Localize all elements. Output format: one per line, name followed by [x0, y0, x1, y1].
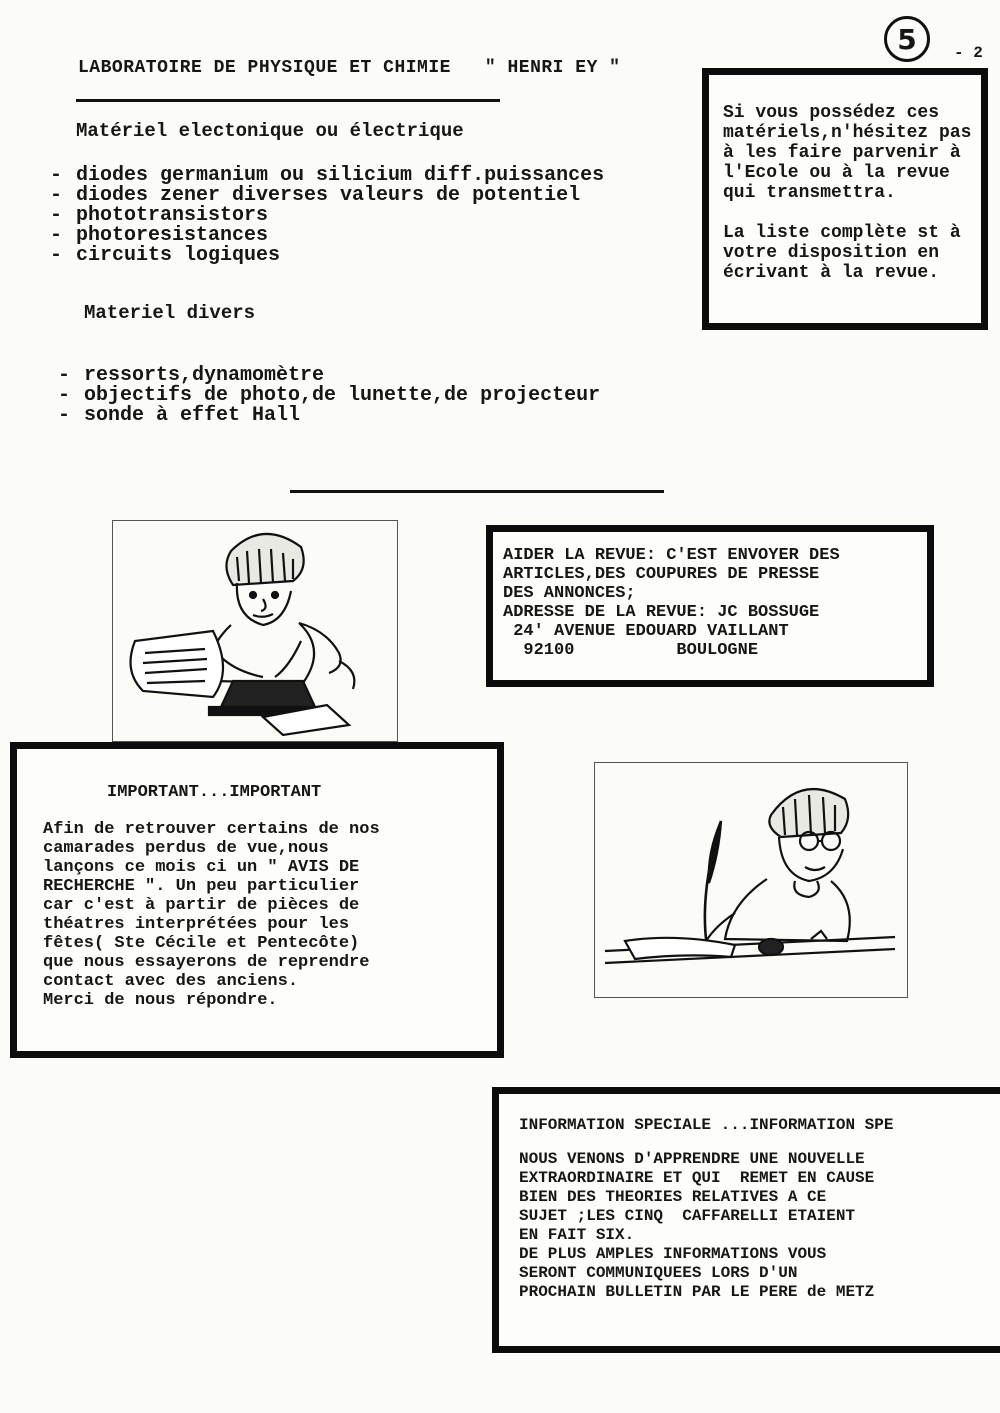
important-line: fêtes( Ste Cécile et Pentecôte) [43, 934, 360, 953]
info-line: BIEN DES THEORIES RELATIVES A CE [519, 1188, 827, 1206]
typist-illustration [112, 520, 398, 742]
info-line: SUJET ;LES CINQ CAFFARELLI ETAIENT [519, 1207, 856, 1225]
revue-line: ARTICLES,DES COUPURES DE PRESSE [503, 565, 820, 584]
revue-line: ADRESSE DE LA REVUE: JC BOSSUGE [503, 603, 820, 622]
revue-line: DES ANNONCES; [503, 584, 636, 603]
revue-line: AIDER LA REVUE: C'EST ENVOYER DES [503, 546, 840, 565]
info-line: NOUS VENONS D'APPRENDRE UNE NOUVELLE [519, 1150, 865, 1168]
important-line: contact avec des anciens. [43, 972, 299, 991]
note-paragraph-1: Si vous possédez ces matériels,n'hésitez pas à les faire parvenir à l'Ecole ou à la revue qui transmettra. [723, 103, 972, 203]
materials-note-box [702, 68, 988, 330]
electronics-list [50, 166, 650, 266]
list-item: - photoresistances [50, 226, 650, 246]
important-line: Merci de nous répondre. [43, 991, 278, 1010]
corner-mark: - 2 [954, 44, 983, 62]
revue-line: 24' AVENUE EDOUARD VAILLANT [503, 622, 789, 641]
info-line: EXTRAORDINAIRE ET QUI REMET EN CAUSE [519, 1169, 875, 1187]
list-item: - diodes germanium ou silicium diff.puissances [50, 166, 650, 186]
cartoon-person-typing-icon [113, 521, 397, 741]
important-line: que nous essayerons de reprendre [43, 953, 370, 972]
misc-section-title: Materiel divers [84, 302, 256, 324]
electronics-section-title: Matériel electonique ou électrique [76, 120, 464, 142]
info-line: PROCHAIN BULLETIN PAR LE PERE de METZ [519, 1283, 875, 1301]
cartoon-person-writing-quill-icon [595, 763, 907, 997]
list-item: - objectifs de photo,de lunette,de projecteur [58, 386, 658, 406]
info-line: EN FAIT SIX. [519, 1226, 635, 1244]
page-number: 5 [884, 16, 930, 62]
misc-list [58, 366, 658, 426]
important-notice-box [10, 742, 504, 1058]
list-item: - circuits logiques [50, 246, 650, 266]
list-item: - phototransistors [50, 206, 650, 226]
info-line: DE PLUS AMPLES INFORMATIONS VOUS [519, 1245, 827, 1263]
revue-line: 92100 BOULOGNE [503, 641, 759, 660]
important-line: car c'est à partir de pièces de [43, 896, 360, 915]
section-divider [290, 490, 664, 493]
important-line: Afin de retrouver certains de nos [43, 820, 380, 839]
important-line: lançons ce mois ci un " AVIS DE [43, 858, 360, 877]
important-line: théatres interprétées pour les [43, 915, 350, 934]
list-item: - diodes zener diverses valeurs de potentiel [50, 186, 650, 206]
revue-address-box [486, 525, 934, 687]
writer-illustration [594, 762, 908, 998]
header-underline [76, 99, 500, 102]
note-paragraph-2: La liste complète st à votre disposition en écrivant à la revue. [723, 223, 961, 283]
important-line: camarades perdus de vue,nous [43, 839, 329, 858]
info-line: SERONT COMMUNIQUEES LORS D'UN [519, 1264, 798, 1282]
page-header-title: LABORATOIRE DE PHYSIQUE ET CHIMIE " HENRI EY " [78, 58, 621, 78]
list-item: - ressorts,dynamomètre [58, 366, 658, 386]
list-item: - sonde à effet Hall [58, 406, 658, 426]
important-title: IMPORTANT...IMPORTANT [107, 783, 322, 802]
info-title: INFORMATION SPECIALE ...INFORMATION SPE [519, 1116, 894, 1134]
important-line: RECHERCHE ". Un peu particulier [43, 877, 360, 896]
special-information-box [492, 1087, 1000, 1353]
